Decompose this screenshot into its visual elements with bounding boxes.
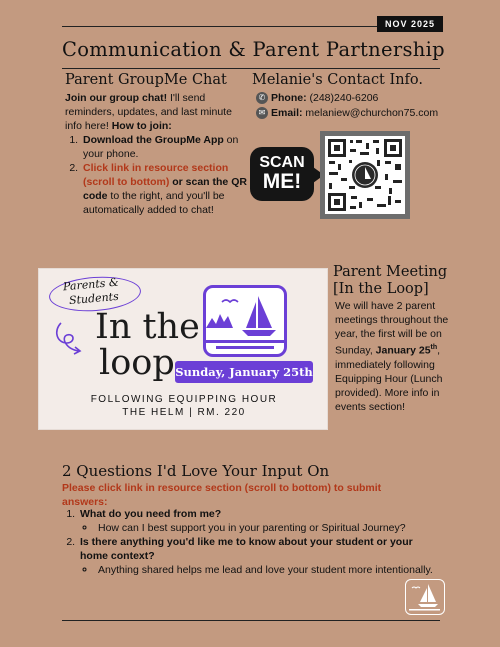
groupme-body: [65, 91, 250, 217]
scan-me-bubble: [250, 147, 314, 201]
qr-code[interactable]: [320, 131, 410, 219]
script-label-1: Parents &: [62, 275, 120, 294]
resource-link[interactable]: Click link in resource section (scroll to bottom): [83, 162, 229, 188]
questions-list: [62, 507, 442, 577]
sailboat-logo: [203, 285, 287, 357]
in-the-loop-banner: [38, 268, 328, 430]
groupme-heading: Parent GroupMe Chat: [65, 72, 227, 88]
contact-phone: ✆ Phone: (248)240-6206: [256, 91, 378, 105]
date-badge: NOV 2025: [377, 16, 443, 32]
meeting-body: We will have 2 parent meetings throughout the year, the first will be on Sunday, January 25th, immediately following Equipping Hour (Lunch provided). More info in events section!: [335, 300, 449, 413]
sailboat-logo-icon: [406, 580, 443, 613]
question-1-detail: ◦ How can I best support you in your parenting or Spiritual Journey?: [96, 521, 442, 535]
questions-heading: 2 Questions I'd Love Your Input On: [62, 462, 330, 480]
groupme-steps: [65, 133, 250, 217]
title-rule: [62, 68, 440, 69]
script-label-2: Students: [68, 289, 120, 308]
phone-icon: ✆: [256, 92, 268, 104]
banner-subtitle-1: FOLLOWING EQUIPPING HOUR: [90, 394, 278, 405]
groupme-step-2: 2. Click link in resource section (scroll to bottom) or scan the QR code to the right, and you'll be automatically added to chat!: [81, 161, 250, 217]
banner-title-line-2: loop: [99, 343, 175, 383]
me-label: ME!: [262, 170, 302, 193]
question-2: 2. Is there anything you'd like me to know about your student or your home context? ◦ Anything shared helps me lead and love your student more intentionally.: [78, 535, 442, 577]
sailboat-icon: [206, 288, 284, 354]
church-logo: [405, 579, 445, 615]
date-pill: Sunday, January 25th: [175, 361, 313, 383]
banner-subtitle-2: THE HELM | RM. 220: [122, 407, 246, 418]
question-2-detail: ◦ Anything shared helps me lead and love your student more intentionally.: [96, 563, 442, 577]
email-icon: ✉: [256, 107, 268, 119]
meeting-heading-1: Parent Meeting: [333, 264, 448, 280]
groupme-howto: How to join:: [108, 120, 172, 132]
groupme-intro-bold: Join our group chat!: [65, 92, 168, 104]
groupme-step-1: 1. Download the GroupMe App on your phone.: [81, 133, 250, 161]
bottom-rule: [62, 620, 440, 621]
question-1: 1. What do you need from me? ◦ How can I best support you in your parenting or Spiritual Journey?: [78, 507, 442, 535]
meeting-date: January 25: [375, 344, 431, 357]
page-title: Communication & Parent Partnership: [62, 38, 445, 61]
meeting-heading-2: [In the Loop]: [333, 281, 429, 297]
questions-instruction[interactable]: Please click link in resource section (scroll to bottom) to submit answers:: [62, 482, 382, 508]
scan-label: SCAN: [259, 154, 305, 171]
groupme-intro-text: I'll send reminders, updates, and last minute info here!: [65, 92, 232, 132]
curl-arrow-icon: [53, 321, 87, 357]
qr-code-image: [325, 136, 405, 214]
contact-email: ✉ Email: melaniew@churchon75.com: [256, 106, 438, 120]
contact-heading: Melanie's Contact Info.: [252, 72, 424, 88]
banner-title-line-1: In the: [95, 307, 200, 347]
